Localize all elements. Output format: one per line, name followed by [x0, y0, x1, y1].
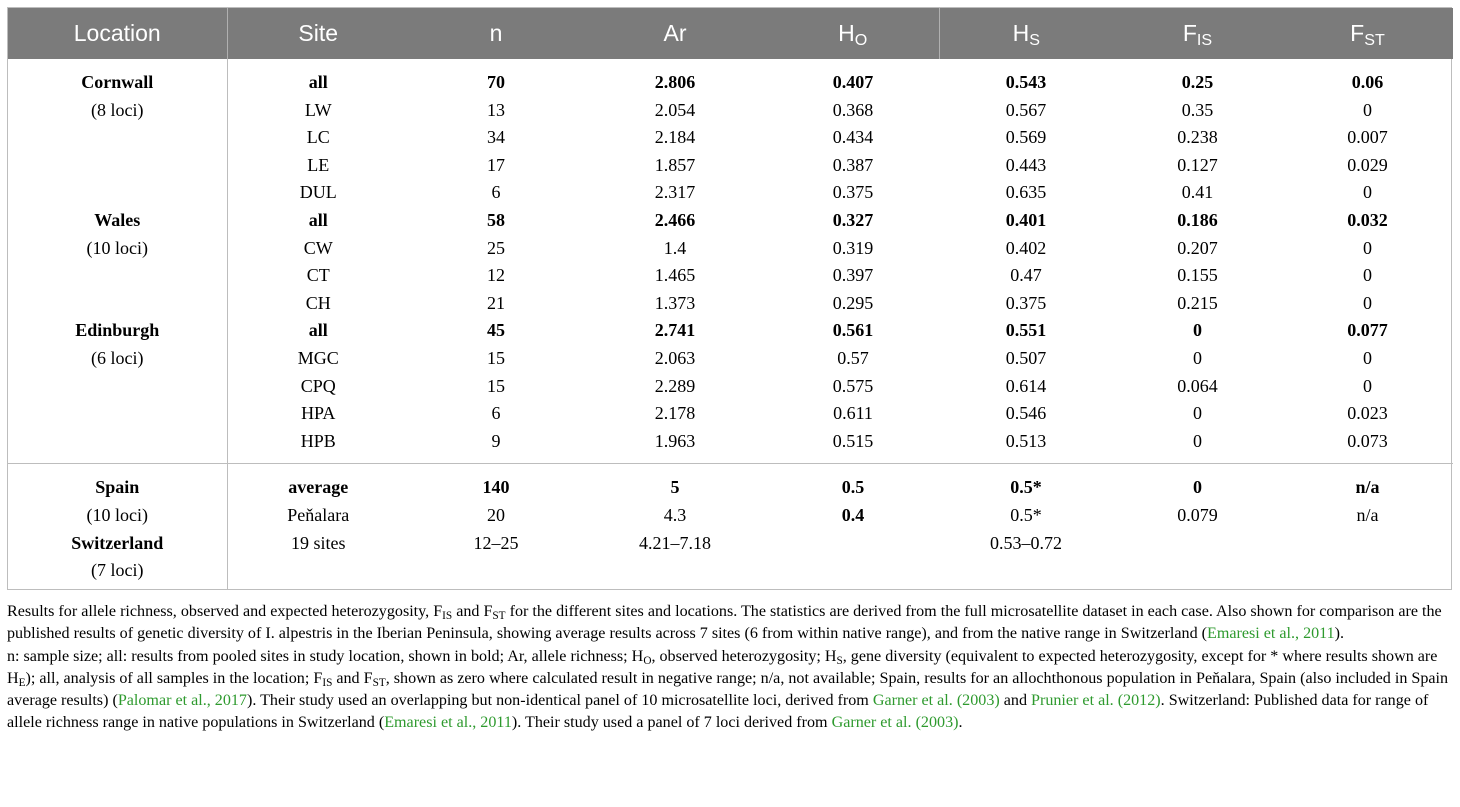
cell-location [8, 262, 227, 290]
cell-fis: 0.35 [1181, 99, 1214, 120]
cell-ar: 1.465 [654, 265, 696, 286]
cell-n [409, 557, 583, 589]
cell-n: 45 [487, 320, 505, 341]
cell-location: (10 loci) [8, 235, 227, 263]
genetic-diversity-table [8, 8, 1453, 589]
table-row [8, 179, 1453, 207]
header-fis-base: F [1182, 20, 1197, 46]
cell-fst: 0 [1363, 265, 1372, 286]
cell-ho: 0.4 [841, 504, 865, 525]
cell-location: Cornwall [8, 59, 227, 97]
footnote-sub: S [836, 654, 843, 667]
cell-fst: n/a [1356, 504, 1379, 525]
header-ar: Ar [583, 8, 767, 59]
citation-link[interactable]: Palomar et al., 2017 [117, 692, 247, 710]
cell-hs: 0.507 [1005, 347, 1047, 368]
cell-n: 13 [487, 99, 505, 120]
cell-site: Peňalara [287, 504, 350, 525]
cell-hs: 0.47 [1010, 265, 1042, 286]
cell-n: 12–25 [473, 532, 519, 553]
cell-site: average [227, 464, 409, 502]
cell-fis: 0.079 [1177, 504, 1218, 525]
cell-fis: 0.186 [1177, 209, 1218, 230]
cell-hs: 0.53–0.72 [990, 532, 1062, 553]
cell-ar: 2.054 [654, 99, 696, 120]
cell-ho: 0.57 [837, 347, 869, 368]
cell-site: HPB [300, 430, 336, 451]
footnote-text: and F [452, 603, 493, 620]
cell-location: (7 loci) [8, 557, 227, 589]
cell-hs: 0.546 [1005, 403, 1047, 424]
cell-n: 25 [487, 237, 505, 258]
cell-site: MGC [297, 347, 339, 368]
cell-n: 15 [487, 375, 505, 396]
cell-site: LW [304, 99, 332, 120]
cell-fst: 0.007 [1347, 127, 1388, 148]
cell-fis: 0 [1193, 403, 1202, 424]
cell-location [8, 428, 227, 464]
cell-fis: 0.207 [1177, 237, 1218, 258]
header-hs-base: H [1012, 20, 1030, 46]
cell-n: 20 [487, 504, 505, 525]
cell-n: 34 [487, 127, 505, 148]
footnote-text: , shown as zero where calculated result in negative range; n/a, not available; Spain, results for an allochthonous population in Peňalara, Spain (also included in Spain average results) ( [7, 669, 1449, 710]
cell-site: LC [306, 127, 330, 148]
cell-ho: 0.561 [832, 320, 874, 341]
cell-fis [1113, 530, 1282, 558]
cell-site [227, 557, 409, 589]
cell-location: Edinburgh [8, 317, 227, 345]
table-row [8, 59, 1453, 97]
cell-location [8, 179, 227, 207]
cell-ho: 0.327 [832, 209, 874, 230]
cell-fst: n/a [1282, 464, 1453, 502]
cell-ar: 4.3 [663, 504, 687, 525]
footnote-sub: IS [442, 609, 453, 622]
cell-fst: 0 [1363, 375, 1372, 396]
cell-site: all [308, 320, 328, 341]
cell-ho: 0.387 [832, 154, 874, 175]
footnote-text: . [958, 714, 963, 732]
table-body [8, 59, 1453, 589]
cell-fis: 0.238 [1177, 127, 1218, 148]
cell-ar: 2.063 [654, 347, 696, 368]
footnote-summary [7, 601, 1455, 646]
table-row [8, 464, 1453, 502]
cell-n: 140 [409, 464, 583, 502]
citation-link[interactable]: Emaresi et al., 2011 [1207, 625, 1335, 643]
table-row [8, 97, 1453, 125]
cell-ho: 0.515 [832, 430, 874, 451]
cell-n: 15 [487, 347, 505, 368]
cell-n: 9 [491, 430, 501, 451]
table-row [8, 502, 1453, 530]
cell-hs: 0.614 [1005, 375, 1047, 396]
cell-fis: 0.215 [1177, 292, 1218, 313]
cell-n: 70 [487, 72, 505, 92]
table-row [8, 152, 1453, 180]
footnote-text: , gene diversity (equivalent to expected heterozygosity, except for * where results shown are H [7, 647, 1438, 687]
table-row [8, 557, 1453, 589]
citation-link[interactable]: Garner et al. (2003) [872, 692, 1000, 710]
cell-location [8, 400, 227, 428]
footnote-abbreviations [7, 646, 1455, 735]
cell-ar: 2.466 [654, 209, 696, 230]
cell-n: 6 [491, 403, 501, 424]
cell-hs: 0.5* [939, 464, 1113, 502]
cell-ar: 1.4 [663, 237, 687, 258]
cell-ho: 0.575 [832, 375, 874, 396]
header-ho [767, 8, 939, 59]
cell-location: (10 loci) [8, 502, 227, 530]
footnote-sub: ST [492, 609, 506, 622]
cell-site: CT [306, 265, 330, 286]
cell-ho: 0.295 [832, 292, 874, 313]
cell-ho: 0.434 [832, 127, 874, 148]
table-row [8, 317, 1453, 345]
cell-hs: 0.5* [1010, 504, 1042, 525]
cell-site: CH [305, 292, 331, 313]
cell-fst: 0.06 [1351, 72, 1384, 92]
footnote-text: Results for allele richness, observed and expected heterozygosity, F [7, 603, 443, 620]
data-table-container [7, 7, 1452, 590]
cell-ho [767, 557, 939, 589]
cell-fis [1113, 557, 1282, 589]
cell-hs: 0.569 [1005, 127, 1047, 148]
cell-ar: 2.317 [654, 182, 696, 203]
cell-ar [583, 557, 767, 589]
cell-hs: 0.635 [1005, 182, 1047, 203]
cell-site: DUL [299, 182, 337, 203]
cell-fst: 0.032 [1347, 209, 1388, 230]
cell-hs: 0.551 [1005, 320, 1047, 341]
footnote-sub: O [643, 654, 652, 667]
cell-n: 6 [491, 182, 501, 203]
cell-ho: 0.368 [832, 99, 874, 120]
cell-fst [1282, 557, 1453, 589]
cell-ar: 1.963 [654, 430, 696, 451]
table-row [8, 345, 1453, 373]
table-row [8, 124, 1453, 152]
footnote-text: ). Their study used a panel of 7 loci derived from [511, 714, 832, 732]
cell-n: 21 [487, 292, 505, 313]
footnote-sub: E [18, 676, 26, 689]
citation-link[interactable]: Emaresi et al., 2011 [384, 714, 512, 732]
cell-site: CPQ [300, 375, 336, 396]
cell-location: (6 loci) [8, 345, 227, 373]
cell-ho: 0.375 [832, 182, 874, 203]
cell-hs: 0.401 [1005, 209, 1047, 230]
cell-ar: 1.857 [654, 154, 696, 175]
footnote-text: . Switzerland: Published data for range of allele richness range in native populations in Switzerland ( [7, 692, 1429, 732]
cell-location [8, 124, 227, 152]
cell-fst: 0 [1363, 292, 1372, 313]
cell-fis: 0.25 [1181, 72, 1214, 92]
cell-ar: 4.21–7.18 [639, 532, 711, 553]
cell-ho: 0.397 [832, 265, 874, 286]
cell-fst: 0.077 [1347, 320, 1388, 341]
cell-ar: 1.373 [654, 292, 696, 313]
header-hs-sub: S [1029, 31, 1040, 50]
footnote-text: , observed heterozygosity; H [651, 647, 837, 665]
cell-hs: 0.513 [1005, 430, 1047, 451]
cell-hs: 0.567 [1005, 99, 1047, 120]
cell-ar: 2.289 [654, 375, 696, 396]
header-n: n [409, 8, 583, 59]
footnote-text: ); all, analysis of all samples in the location; F [25, 669, 323, 687]
cell-location [8, 290, 227, 318]
table-row [8, 262, 1453, 290]
cell-fst: 0.073 [1347, 430, 1388, 451]
cell-location [8, 152, 227, 180]
cell-location: (8 loci) [8, 97, 227, 125]
header-fis-sub: IS [1196, 31, 1213, 50]
cell-fis: 0.155 [1177, 265, 1218, 286]
table-row [8, 373, 1453, 401]
cell-hs: 0.443 [1005, 154, 1047, 175]
cell-fis: 0 [1113, 464, 1282, 502]
cell-fis: 0.127 [1177, 154, 1218, 175]
cell-n: 17 [487, 154, 505, 175]
cell-site: CW [303, 237, 333, 258]
cell-fst: 0.029 [1347, 154, 1388, 175]
cell-fis: 0.41 [1181, 182, 1214, 203]
cell-fst: 0 [1363, 237, 1372, 258]
cell-fst: 0 [1363, 182, 1372, 203]
cell-hs: 0.375 [1005, 292, 1047, 313]
cell-location [8, 373, 227, 401]
cell-hs: 0.543 [1005, 72, 1047, 92]
cell-fst [1282, 530, 1453, 558]
cell-fst: 0 [1363, 99, 1372, 120]
footnote-text: n: sample size; all: results from pooled sites in study location, shown in bold; Ar, allele richness; H [7, 647, 644, 665]
citation-link[interactable]: Prunier et al. (2012) [1031, 692, 1161, 710]
cell-site: LE [307, 154, 330, 175]
cell-ho: 0.407 [832, 72, 874, 92]
header-fst [1282, 8, 1453, 59]
header-location: Location [8, 8, 227, 59]
header-fis [1113, 8, 1282, 59]
cell-n: 12 [487, 265, 505, 286]
cell-ho: 0.5 [767, 464, 939, 502]
footnote-text: and F [332, 669, 373, 687]
header-ho-base: H [838, 20, 855, 46]
cell-location: Spain [8, 464, 227, 502]
table-row [8, 235, 1453, 263]
header-fst-sub: ST [1364, 31, 1385, 50]
footnote-text: for the different sites and locations. The statistics are derived from the full microsatellite dataset in each case. Also shown for comparison are the published results of genetic diversity of I. alpestris in the Iberian Peninsula, showing average results across 7 sites (6 from within native range), and from the native range in Switzerland ( [7, 603, 1442, 643]
header-ho-sub: O [854, 31, 868, 50]
cell-hs: 0.402 [1005, 237, 1047, 258]
cell-location: Wales [8, 207, 227, 235]
cell-ho: 0.319 [832, 237, 874, 258]
cell-fst: 0.023 [1347, 403, 1388, 424]
header-fst-base: F [1350, 20, 1365, 46]
table-row [8, 290, 1453, 318]
cell-ho: 0.611 [833, 403, 873, 424]
cell-fis: 0 [1193, 430, 1202, 451]
footnote-text: and [999, 692, 1032, 710]
cell-n: 58 [487, 209, 505, 230]
cell-ar: 5 [583, 464, 767, 502]
footnote-text: ). Their study used an overlapping but non-identical panel of 10 microsatellite loci, derived from [246, 692, 873, 710]
cell-site: all [308, 72, 328, 92]
table-footnotes [7, 601, 1455, 735]
cell-ar: 2.184 [654, 127, 696, 148]
cell-fst: 0 [1363, 347, 1372, 368]
header-site: Site [227, 8, 409, 59]
cell-location: Switzerland [8, 530, 227, 558]
cell-site: HPA [301, 403, 336, 424]
header-row [8, 8, 1453, 59]
cell-ar: 2.806 [654, 72, 696, 92]
cell-site: all [308, 209, 328, 230]
cell-ar: 2.741 [654, 320, 696, 341]
table-row [8, 428, 1453, 464]
table-row [8, 400, 1453, 428]
cell-fis: 0 [1193, 347, 1202, 368]
cell-ho [767, 530, 939, 558]
cell-fis: 0 [1193, 320, 1202, 341]
table-row [8, 207, 1453, 235]
header-hs [939, 8, 1113, 59]
footnote-text: ). [1334, 625, 1345, 643]
citation-link[interactable]: Garner et al. (2003) [831, 714, 959, 732]
cell-ar: 2.178 [654, 403, 696, 424]
cell-site: 19 sites [290, 532, 346, 553]
cell-hs [939, 557, 1113, 589]
cell-fis: 0.064 [1177, 375, 1218, 396]
table-row [8, 530, 1453, 558]
footnote-sub: ST [372, 676, 386, 689]
footnote-sub: IS [322, 676, 333, 689]
